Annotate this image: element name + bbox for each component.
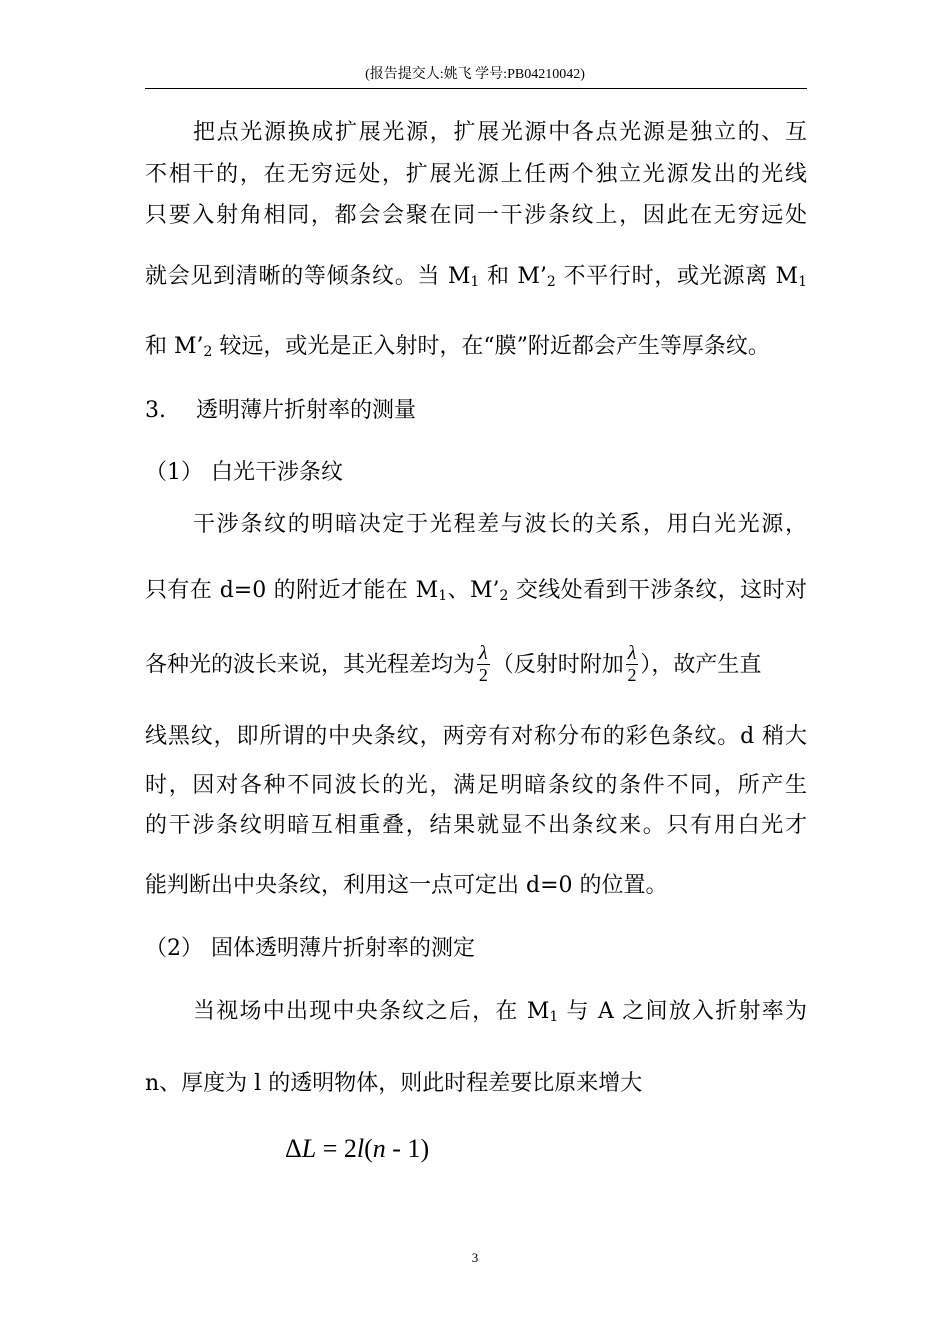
para2-line3: 各种光的波长来说，其光程差均为 $\frac{\lambda}{2}$ （反射时附加 $\frac{\lambda}{2}$ ），故产生直 [145, 642, 762, 685]
para3-line2: n、厚度为 l 的透明物体，则此时程差要比原来增大 [145, 1071, 643, 1096]
para1-line4: 就会见到清晰的等倾条纹。当 $M_1$ 和 $M’_2$ 不平行时，或光源离 $M_1$ [145, 264, 807, 290]
page-number: 3 [471, 1250, 479, 1265]
page-header: (报告提交人:姚飞 学号:PB04210042) [365, 67, 585, 82]
para1-line5: 和 $M’_2$ 较远，或光是正入射时，在“膜”附近都会产生等厚条纹。 [145, 334, 770, 360]
para2-line6: 的干涉条纹明暗互相重叠，结果就显不出条纹来。只有用白光才 [145, 813, 807, 838]
para3-line1: 当视场中出现中央条纹之后，在 $M_1$ 与 A 之间放入折射率为 [193, 999, 807, 1025]
para1-line1: 把点光源换成扩展光源，扩展光源中各点光源是独立的、互 [193, 120, 807, 145]
para2-line4: 线黑纹，即所谓的中央条纹，两旁有对称分布的彩色条纹。d 稍大 [145, 724, 807, 749]
section-title: 透明薄片折射率的测量 [196, 398, 417, 423]
para2-line2: 只有在 d=0 的附近才能在 $M_1$、$M’_2$ 交线处看到干涉条纹，这时对 [145, 578, 807, 604]
para2-line5: 时，因对各种不同波长的光，满足明暗条纹的条件不同，所产生 [145, 773, 807, 798]
section-number: 3. [145, 398, 166, 423]
para1-line3: 只要入射角相同，都会会聚在同一干涉条纹上，因此在无穷远处 [145, 203, 807, 228]
subsection-1-heading: （1） 白光干涉条纹 [145, 460, 344, 485]
subsection-2-heading: （2） 固体透明薄片折射率的测定 [145, 936, 476, 961]
lambda-over-2-fraction-2: $\frac{\lambda}{2}$ [627, 642, 637, 685]
para2-line1: 干涉条纹的明暗决定于光程差与波长的关系，用白光光源， [193, 512, 807, 537]
lambda-over-2-fraction: $\frac{\lambda}{2}$ [478, 642, 488, 685]
para2-line7: 能判断出中央条纹，利用这一点可定出 d=0 的位置。 [145, 873, 668, 898]
section-heading [145, 396, 807, 426]
header-rule [145, 88, 807, 89]
para1-line2: 不相干的，在无穷远处，扩展光源上任两个独立光源发出的光线 [145, 162, 807, 187]
optical-path-formula: ΔL = 2l(n - 1) [285, 1134, 430, 1163]
